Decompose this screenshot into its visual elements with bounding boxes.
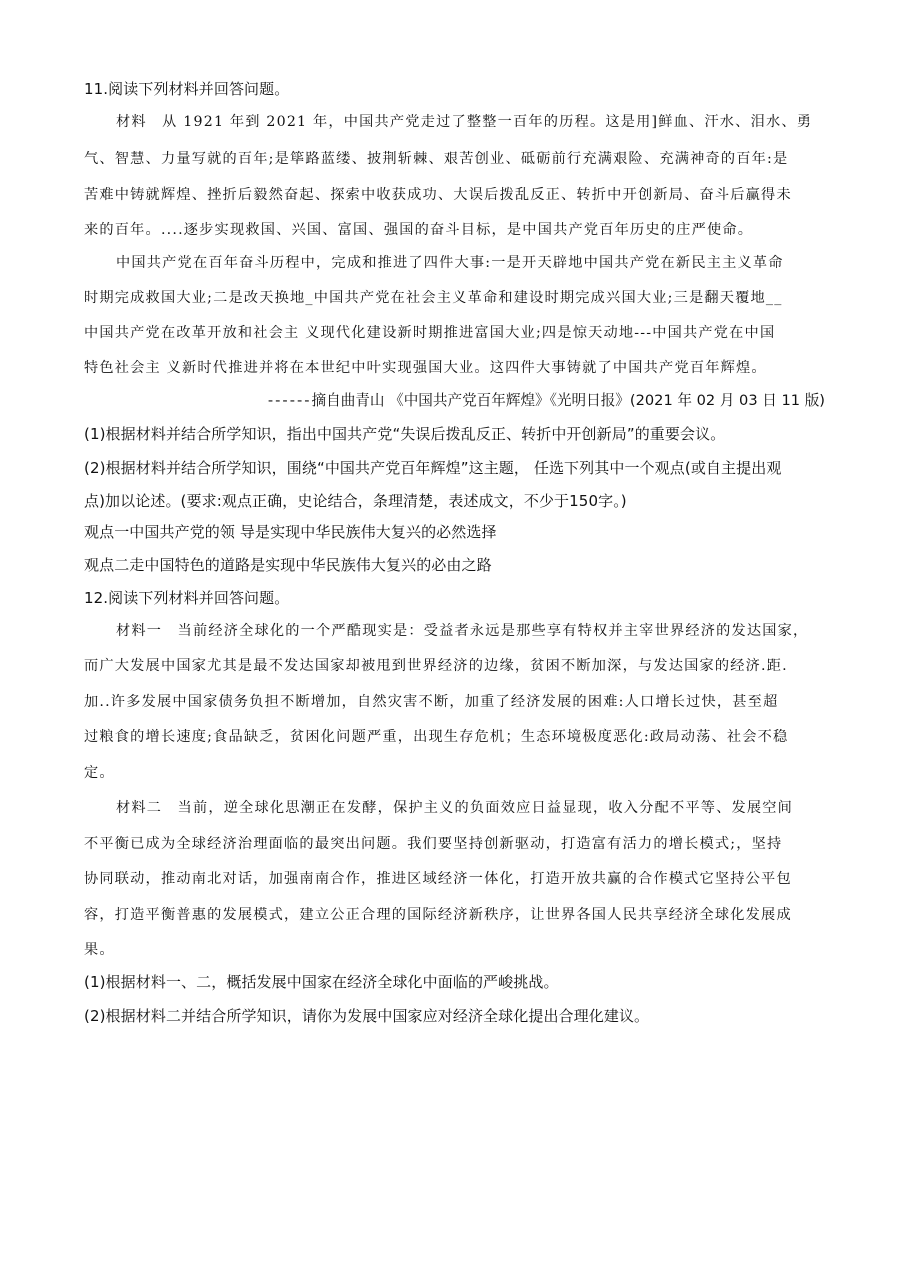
source-text: 摘自曲青山 《中国共产党百年辉煌》《光明日报》(2021 年 02 月 03 日 11 版) — [311, 392, 825, 409]
q11-material-line: 材料 从 1921 年到 2021 年，中国共产党走过了整整一百年的历程。这是用]鲜血、汗水、泪水、勇 — [116, 114, 813, 130]
q12-material1-line: 而广大发展中国家尤其是最不发达国家却被甩到世界经济的边缘，贫困不断加深，与发达国家的经济.距. — [84, 658, 788, 674]
q12-subquestion-2: (2)根据材料二并结合所学知识，请你为发展中国家应对经济全球化提出合理化建议。 — [84, 1007, 650, 1025]
q12-material2-line: 协同联动，推动南北对话，加强南南合作，推进区域经济一体化，打造开放共赢的合作模式它坚持公平包 — [84, 871, 792, 887]
q12-subquestion-1: (1)根据材料一、二，概括发展中国家在经济全球化中面临的严峻挑战。 — [84, 973, 559, 991]
q11-subquestion-2-cont: 点)加以论述。(要求:观点正确，史论结合，条理清楚，表述成文，不少于150字。) — [84, 492, 627, 510]
q11-subquestion-2: (2)根据材料并结合所学知识，围绕“中国共产党百年辉煌”这主题， 任选下列其中一个观点(或自主提出观 — [84, 459, 782, 477]
source-dashes: ------ — [267, 392, 312, 409]
q11-subquestion-1: (1)根据材料并结合所学知识，指出中国共产党“失误后拨乱反正、转折中开创新局”的重要会议。 — [84, 425, 726, 443]
q11-viewpoint-1: 观点一中国共产党的领 导是实现中华民族伟大复兴的必然选择 — [84, 523, 497, 541]
question-12-heading: 12.阅读下列材料并回答问题。 — [84, 589, 290, 607]
q11-source-citation — [268, 389, 825, 410]
q12-material1-line: 加..许多发展中国家债务负担不断增加，自然灾害不断，加重了经济发展的困难:人口增长过快，甚至超 — [84, 694, 779, 710]
q12-material1-line: 材料一 当前经济全球化的一个严酷现实是：受益者永远是那些享有特权并主宰世界经济的发达国家， — [116, 623, 809, 639]
q11-viewpoint-2: 观点二走中国特色的道路是实现中华民族伟大复兴的必由之路 — [84, 556, 492, 574]
q12-material2-line: 材料二 当前，逆全球化思潮正在发酵，保护主义的负面效应日益显现，收入分配不平等、发展空间 — [116, 800, 794, 816]
q11-material-line: 气、智慧、力量写就的百年;是筚路蓝缕、披荆斩棘、艰苦创业、砥砺前行充满艰险、充满神奇的百年:是 — [84, 151, 789, 167]
q11-material-line: 中国共产党在改革开放和社会主 义现代化建设新时期推进富国大业;四是惊天动地---中国共产党在中国 — [84, 325, 776, 341]
question-11-heading: 11.阅读下列材料并回答问题。 — [84, 80, 290, 98]
q11-material-line: 来的百年。....逐步实现救国、兴国、富国、强国的奋斗目标，是中国共产党百年历史的庄严使命。 — [84, 222, 754, 238]
q12-material2-line: 不平衡已成为全球经济治理面临的最突出问题。我们要坚持创新驱动，打造富有活力的增长模式;，坚持 — [84, 836, 783, 852]
q11-material-line: 特色社会主 义新时代推进并将在本世纪中叶实现强国大业。这四件大事铸就了中国共产党百年辉煌。 — [84, 360, 767, 376]
q12-material1-line: 定。 — [84, 765, 115, 781]
q12-material1-line: 过粮食的增长速度;食品缺乏，贫困化问题严重，出现生存危机；生态环境极度恶化:政局动荡、社会不稳 — [84, 729, 789, 745]
q11-material-line: 时期完成救国大业;二是改天换地_中国共产党在社会主义革命和建设时期完成兴国大业;三是翻天覆地__ — [84, 290, 783, 306]
q12-material2-line: 容，打造平衡普惠的发展模式，建立公正合理的国际经济新秩序，让世界各国人民共享经济全球化发展成 — [84, 907, 792, 923]
q11-material-line: 苦难中铸就辉煌、挫折后毅然奋起、探索中收获成功、大误后拨乱反正、转折中开创新局、奋斗后赢得未 — [84, 187, 792, 203]
q12-material2-line: 果。 — [84, 942, 115, 958]
q11-material-line: 中国共产党在百年奋斗历程中，完成和推进了四件大事:一是开天辟地中国共产党在新民主主义革命 — [116, 255, 784, 271]
